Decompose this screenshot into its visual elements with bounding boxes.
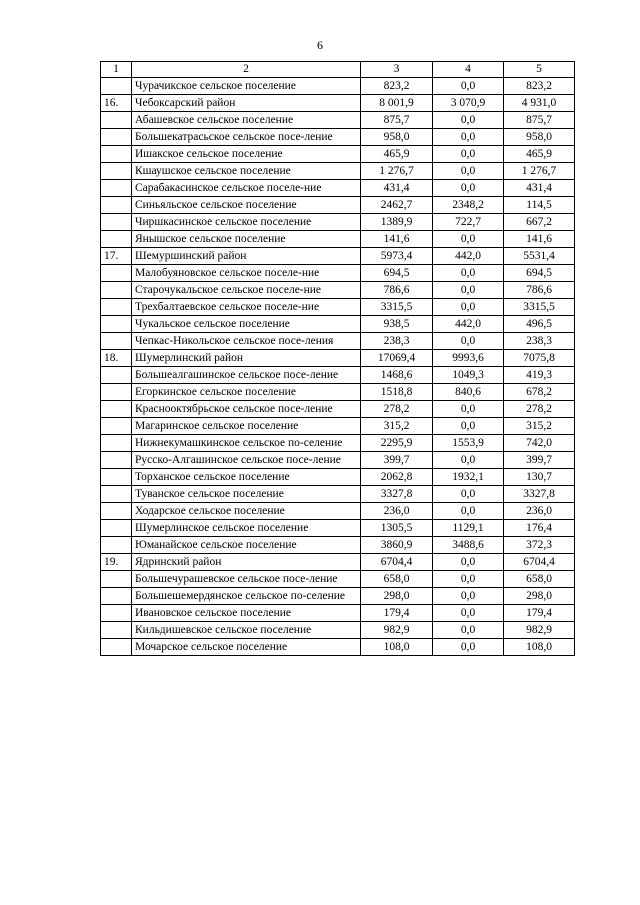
table-row xyxy=(101,503,575,520)
column-5-value-cell: 130,7 xyxy=(504,469,575,486)
settlement-name-cell: Сарабакасинское сельское поселе-ние xyxy=(132,180,361,197)
row-number-cell xyxy=(101,401,132,418)
column-3-value-cell: 6704,4 xyxy=(361,554,433,571)
settlement-name-cell: Егоркинское сельское поселение xyxy=(132,384,361,401)
settlement-name-cell: Ядринский район xyxy=(132,554,361,571)
table-row xyxy=(101,350,575,367)
table-row xyxy=(101,282,575,299)
settlement-name-cell: Старочукальское сельское поселе-ние xyxy=(132,282,361,299)
table-row xyxy=(101,435,575,452)
row-number-cell: 16. xyxy=(101,95,132,112)
row-number-cell xyxy=(101,214,132,231)
column-4-value-cell: 0,0 xyxy=(433,588,504,605)
table-body xyxy=(101,78,575,656)
column-5-value-cell: 431,4 xyxy=(504,180,575,197)
row-number-cell xyxy=(101,180,132,197)
column-4-value-cell: 0,0 xyxy=(433,112,504,129)
row-number-cell xyxy=(101,265,132,282)
row-number-cell xyxy=(101,146,132,163)
column-4-value-cell: 0,0 xyxy=(433,299,504,316)
row-number-cell xyxy=(101,588,132,605)
settlement-name-cell: Абашевское сельское поселение xyxy=(132,112,361,129)
settlement-name-cell: Трехбалтаевское сельское поселе-ние xyxy=(132,299,361,316)
row-number-cell xyxy=(101,163,132,180)
column-5-value-cell: 658,0 xyxy=(504,571,575,588)
table-row xyxy=(101,418,575,435)
column-4-value-cell: 1932,1 xyxy=(433,469,504,486)
settlement-name-cell: Магаринское сельское поселение xyxy=(132,418,361,435)
settlement-name-cell: Краснооктябрьское сельское посе-ление xyxy=(132,401,361,418)
table-row xyxy=(101,452,575,469)
row-number-cell xyxy=(101,452,132,469)
column-3-value-cell: 2295,9 xyxy=(361,435,433,452)
column-3-value-cell: 3315,5 xyxy=(361,299,433,316)
column-3-value-cell: 399,7 xyxy=(361,452,433,469)
settlement-name-cell: Кильдишевское сельское поселение xyxy=(132,622,361,639)
table-row xyxy=(101,129,575,146)
row-number-cell: 17. xyxy=(101,248,132,265)
table-row xyxy=(101,78,575,95)
column-4-value-cell: 0,0 xyxy=(433,163,504,180)
column-5-value-cell: 1 276,7 xyxy=(504,163,575,180)
column-3-value-cell: 298,0 xyxy=(361,588,433,605)
column-3-value-cell: 141,6 xyxy=(361,231,433,248)
column-5-value-cell: 399,7 xyxy=(504,452,575,469)
column-5-value-cell: 4 931,0 xyxy=(504,95,575,112)
column-5-value-cell: 179,4 xyxy=(504,605,575,622)
settlement-name-cell: Чиршкасинское сельское поселение xyxy=(132,214,361,231)
settlement-name-cell: Синьяльское сельское поселение xyxy=(132,197,361,214)
row-number-cell xyxy=(101,231,132,248)
column-4-value-cell: 0,0 xyxy=(433,78,504,95)
column-3-value-cell: 1 276,7 xyxy=(361,163,433,180)
column-3-value-cell: 1305,5 xyxy=(361,520,433,537)
column-5-value-cell: 823,2 xyxy=(504,78,575,95)
table-row xyxy=(101,197,575,214)
table-row xyxy=(101,316,575,333)
table-row xyxy=(101,231,575,248)
column-4-value-cell: 2348,2 xyxy=(433,197,504,214)
table-row xyxy=(101,265,575,282)
column-5-value-cell: 3327,8 xyxy=(504,486,575,503)
column-5-value-cell: 419,3 xyxy=(504,367,575,384)
table-row xyxy=(101,486,575,503)
column-3-value-cell: 938,5 xyxy=(361,316,433,333)
table-row xyxy=(101,401,575,418)
column-3-value-cell: 1518,8 xyxy=(361,384,433,401)
column-5-value-cell: 141,6 xyxy=(504,231,575,248)
settlement-name-cell: Чурачикское сельское поселение xyxy=(132,78,361,95)
settlement-name-cell: Чепкас-Никольское сельское посе-ления xyxy=(132,333,361,350)
column-header: 3 xyxy=(361,62,433,78)
table-row xyxy=(101,588,575,605)
column-5-value-cell: 496,5 xyxy=(504,316,575,333)
column-4-value-cell: 442,0 xyxy=(433,316,504,333)
table-header-row xyxy=(101,62,575,78)
column-3-value-cell: 875,7 xyxy=(361,112,433,129)
settlement-name-cell: Юманайское сельское поселение xyxy=(132,537,361,554)
column-4-value-cell: 0,0 xyxy=(433,639,504,656)
table-row xyxy=(101,384,575,401)
table-row xyxy=(101,146,575,163)
column-4-value-cell: 722,7 xyxy=(433,214,504,231)
column-5-value-cell: 694,5 xyxy=(504,265,575,282)
table-row xyxy=(101,605,575,622)
table-row xyxy=(101,537,575,554)
column-5-value-cell: 5531,4 xyxy=(504,248,575,265)
column-3-value-cell: 2462,7 xyxy=(361,197,433,214)
column-header: 2 xyxy=(132,62,361,78)
table-row xyxy=(101,180,575,197)
settlement-name-cell: Ишакское сельское поселение xyxy=(132,146,361,163)
column-5-value-cell: 958,0 xyxy=(504,129,575,146)
column-4-value-cell: 0,0 xyxy=(433,180,504,197)
column-3-value-cell: 8 001,9 xyxy=(361,95,433,112)
table-row xyxy=(101,95,575,112)
settlement-name-cell: Большекатрасьское сельское посе-ление xyxy=(132,129,361,146)
column-4-value-cell: 0,0 xyxy=(433,418,504,435)
settlement-name-cell: Мочарское сельское поселение xyxy=(132,639,361,656)
table-row xyxy=(101,367,575,384)
column-3-value-cell: 431,4 xyxy=(361,180,433,197)
settlement-name-cell: Шумерлинский район xyxy=(132,350,361,367)
column-4-value-cell: 3488,6 xyxy=(433,537,504,554)
row-number-cell: 19. xyxy=(101,554,132,571)
settlement-name-cell: Нижнекумашкинское сельское по-селение xyxy=(132,435,361,452)
budget-table xyxy=(100,61,575,656)
row-number-cell xyxy=(101,520,132,537)
row-number-cell xyxy=(101,571,132,588)
table-row xyxy=(101,214,575,231)
column-5-value-cell: 6704,4 xyxy=(504,554,575,571)
column-3-value-cell: 694,5 xyxy=(361,265,433,282)
column-5-value-cell: 298,0 xyxy=(504,588,575,605)
column-5-value-cell: 3315,5 xyxy=(504,299,575,316)
column-3-value-cell: 982,9 xyxy=(361,622,433,639)
column-3-value-cell: 238,3 xyxy=(361,333,433,350)
column-5-value-cell: 465,9 xyxy=(504,146,575,163)
column-3-value-cell: 236,0 xyxy=(361,503,433,520)
column-3-value-cell: 1468,6 xyxy=(361,367,433,384)
column-4-value-cell: 0,0 xyxy=(433,503,504,520)
column-3-value-cell: 108,0 xyxy=(361,639,433,656)
row-number-cell xyxy=(101,367,132,384)
row-number-cell xyxy=(101,639,132,656)
column-5-value-cell: 236,0 xyxy=(504,503,575,520)
column-5-value-cell: 315,2 xyxy=(504,418,575,435)
row-number-cell xyxy=(101,486,132,503)
column-5-value-cell: 176,4 xyxy=(504,520,575,537)
row-number-cell xyxy=(101,537,132,554)
table-row xyxy=(101,469,575,486)
table-row xyxy=(101,299,575,316)
column-4-value-cell: 0,0 xyxy=(433,265,504,282)
column-4-value-cell: 840,6 xyxy=(433,384,504,401)
settlement-name-cell: Шемуршинский район xyxy=(132,248,361,265)
table-row xyxy=(101,333,575,350)
column-3-value-cell: 786,6 xyxy=(361,282,433,299)
row-number-cell xyxy=(101,129,132,146)
column-4-value-cell: 9993,6 xyxy=(433,350,504,367)
row-number-cell xyxy=(101,435,132,452)
row-number-cell xyxy=(101,316,132,333)
row-number-cell xyxy=(101,384,132,401)
row-number-cell xyxy=(101,282,132,299)
row-number-cell xyxy=(101,112,132,129)
row-number-cell: 18. xyxy=(101,350,132,367)
settlement-name-cell: Чукальское сельское поселение xyxy=(132,316,361,333)
column-header: 4 xyxy=(433,62,504,78)
row-number-cell xyxy=(101,78,132,95)
table-row xyxy=(101,112,575,129)
table-row xyxy=(101,571,575,588)
column-4-value-cell: 1129,1 xyxy=(433,520,504,537)
column-4-value-cell: 0,0 xyxy=(433,231,504,248)
column-4-value-cell: 442,0 xyxy=(433,248,504,265)
table-row xyxy=(101,554,575,571)
column-3-value-cell: 315,2 xyxy=(361,418,433,435)
column-4-value-cell: 0,0 xyxy=(433,333,504,350)
column-5-value-cell: 108,0 xyxy=(504,639,575,656)
column-4-value-cell: 0,0 xyxy=(433,571,504,588)
column-5-value-cell: 114,5 xyxy=(504,197,575,214)
table-row xyxy=(101,163,575,180)
row-number-cell xyxy=(101,605,132,622)
settlement-name-cell: Большешемердянское сельское по-селение xyxy=(132,588,361,605)
settlement-name-cell: Янышское сельское поселение xyxy=(132,231,361,248)
column-4-value-cell: 0,0 xyxy=(433,129,504,146)
column-4-value-cell: 0,0 xyxy=(433,605,504,622)
column-5-value-cell: 982,9 xyxy=(504,622,575,639)
table-row xyxy=(101,622,575,639)
column-3-value-cell: 5973,4 xyxy=(361,248,433,265)
settlement-name-cell: Кшаушское сельское поселение xyxy=(132,163,361,180)
column-3-value-cell: 278,2 xyxy=(361,401,433,418)
column-5-value-cell: 667,2 xyxy=(504,214,575,231)
column-3-value-cell: 958,0 xyxy=(361,129,433,146)
column-3-value-cell: 2062,8 xyxy=(361,469,433,486)
row-number-cell xyxy=(101,503,132,520)
column-header: 5 xyxy=(504,62,575,78)
row-number-cell xyxy=(101,197,132,214)
column-4-value-cell: 1553,9 xyxy=(433,435,504,452)
column-3-value-cell: 3327,8 xyxy=(361,486,433,503)
row-number-cell xyxy=(101,469,132,486)
settlement-name-cell: Ивановское сельское поселение xyxy=(132,605,361,622)
column-3-value-cell: 823,2 xyxy=(361,78,433,95)
row-number-cell xyxy=(101,333,132,350)
column-4-value-cell: 0,0 xyxy=(433,282,504,299)
settlement-name-cell: Большеалгашинское сельское посе-ление xyxy=(132,367,361,384)
column-4-value-cell: 0,0 xyxy=(433,452,504,469)
column-3-value-cell: 179,4 xyxy=(361,605,433,622)
column-5-value-cell: 875,7 xyxy=(504,112,575,129)
settlement-name-cell: Шумерлинское сельское поселение xyxy=(132,520,361,537)
table-row xyxy=(101,248,575,265)
column-5-value-cell: 7075,8 xyxy=(504,350,575,367)
page-number: 6 xyxy=(317,38,323,52)
column-4-value-cell: 0,0 xyxy=(433,554,504,571)
row-number-cell xyxy=(101,418,132,435)
column-5-value-cell: 786,6 xyxy=(504,282,575,299)
settlement-name-cell: Чебоксарский район xyxy=(132,95,361,112)
column-4-value-cell: 0,0 xyxy=(433,486,504,503)
settlement-name-cell: Туванское сельское поселение xyxy=(132,486,361,503)
column-header: 1 xyxy=(101,62,132,78)
settlement-name-cell: Малобуяновское сельское поселе-ние xyxy=(132,265,361,282)
column-4-value-cell: 1049,3 xyxy=(433,367,504,384)
column-4-value-cell: 0,0 xyxy=(433,146,504,163)
column-4-value-cell: 0,0 xyxy=(433,401,504,418)
row-number-cell xyxy=(101,299,132,316)
column-4-value-cell: 0,0 xyxy=(433,622,504,639)
column-3-value-cell: 17069,4 xyxy=(361,350,433,367)
column-3-value-cell: 3860,9 xyxy=(361,537,433,554)
column-5-value-cell: 742,0 xyxy=(504,435,575,452)
column-4-value-cell: 3 070,9 xyxy=(433,95,504,112)
column-5-value-cell: 278,2 xyxy=(504,401,575,418)
column-3-value-cell: 465,9 xyxy=(361,146,433,163)
column-5-value-cell: 678,2 xyxy=(504,384,575,401)
column-3-value-cell: 1389,9 xyxy=(361,214,433,231)
settlement-name-cell: Торханское сельское поселение xyxy=(132,469,361,486)
settlement-name-cell: Большечурашевское сельское посе-ление xyxy=(132,571,361,588)
settlement-name-cell: Русско-Алгашинское сельское посе-ление xyxy=(132,452,361,469)
table-row xyxy=(101,639,575,656)
column-3-value-cell: 658,0 xyxy=(361,571,433,588)
column-5-value-cell: 372,3 xyxy=(504,537,575,554)
row-number-cell xyxy=(101,622,132,639)
table-row xyxy=(101,520,575,537)
column-5-value-cell: 238,3 xyxy=(504,333,575,350)
settlement-name-cell: Ходарское сельское поселение xyxy=(132,503,361,520)
